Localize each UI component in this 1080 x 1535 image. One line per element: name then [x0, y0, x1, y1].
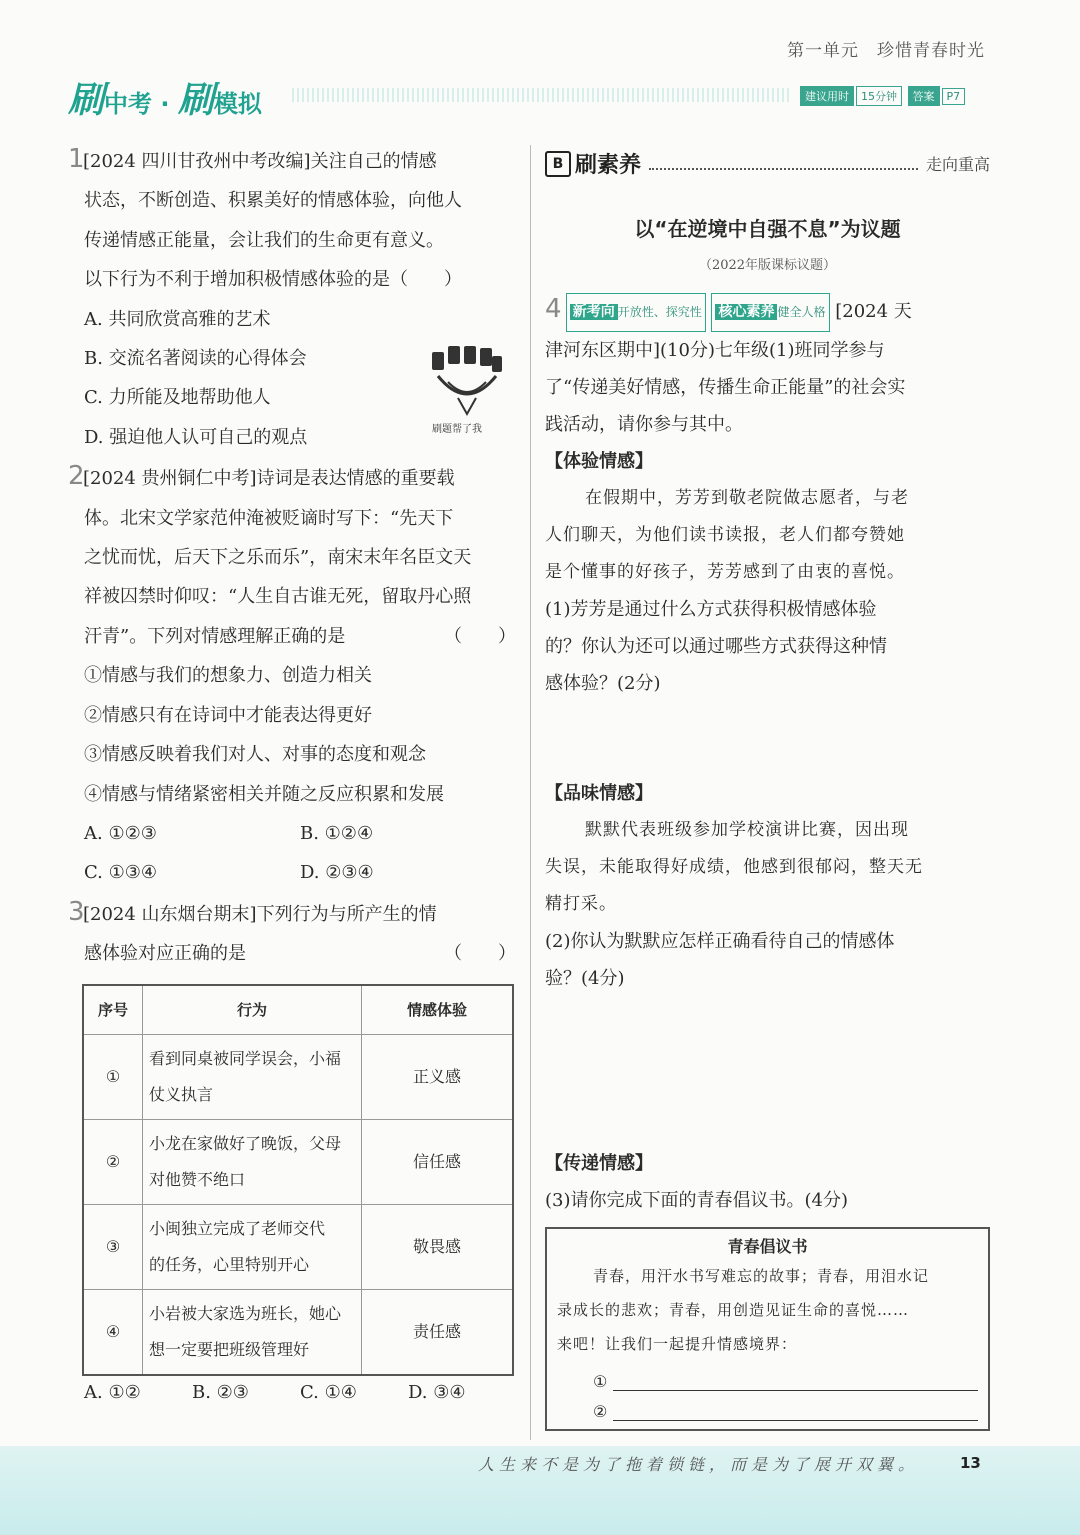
sub-question: (1)芳芳是通过什么方式获得积极情感体验 [545, 598, 877, 620]
story-line: 默默代表班级参加学校演讲比赛，因出现 [585, 819, 909, 840]
answer-paren: （ ） [444, 625, 516, 647]
statement: ③情感反映着我们对人、对事的态度和观念 [84, 744, 426, 766]
section-icon: B [545, 151, 571, 177]
col-header-feeling: 情感体验 [362, 985, 514, 1035]
question-text: 体。北宋文学家范仲淹被贬谪时写下：“先天下 [84, 507, 454, 529]
question-number: 2 [68, 461, 85, 492]
table-row [83, 1034, 513, 1119]
section-tagline: 走向重高 [925, 155, 990, 174]
proposal-title: 青春倡议书 [727, 1236, 808, 1256]
badge-text: 开放性、探究性 [617, 304, 702, 319]
row-no: ④ [83, 1289, 143, 1375]
logo-word-2: 模拟 [213, 90, 262, 118]
answer-space[interactable] [545, 702, 990, 775]
proposal-box [545, 1227, 990, 1431]
unit-title: 珍惜青春时光 [877, 41, 985, 61]
row-behavior [143, 1204, 362, 1289]
sub-question: 验？(4分) [545, 967, 625, 989]
question-number: 3 [68, 896, 85, 927]
option-a: A. ①② [84, 1381, 141, 1403]
table-row [83, 1204, 513, 1289]
question-4 [545, 291, 990, 1431]
question-3 [68, 893, 516, 1403]
option-d: D. 强迫他人认可自己的观点 [84, 426, 308, 448]
blank-marker: ① [593, 1371, 608, 1391]
story-line: 在假期中，芳芳到敬老院做志愿者，与老 [585, 487, 909, 508]
question-text: 汗青”。下列对情感理解正确的是 [84, 625, 346, 647]
brand-logo [68, 72, 262, 123]
part-1-title: 【体验情感】 [545, 450, 653, 472]
question-text: 践活动，请你参与其中。 [545, 413, 743, 435]
header-stripe [292, 88, 792, 102]
row-feeling: 正义感 [362, 1034, 514, 1119]
tag-suggested-time: 建议用时 [800, 86, 854, 106]
row-behavior [143, 1119, 362, 1204]
option-c: C. ①③④ [84, 862, 157, 884]
row-no: ② [83, 1119, 143, 1204]
unit-label: 第一单元 [787, 41, 859, 61]
story-line: 是个懂事的好孩子，芳芳感到了由衷的喜悦。 [545, 561, 905, 582]
tag-answer: 答案 [908, 86, 940, 106]
question-text: 状态，不断创造、积累美好的情感体验，向他人 [84, 190, 462, 212]
unit-heading [787, 36, 985, 61]
answer-space[interactable] [545, 997, 990, 1145]
sub-question: (2)你认为默默应怎样正确看待自己的情感体 [545, 930, 895, 952]
option-d: D. ③④ [408, 1381, 466, 1403]
question-text: [2024 贵州铜仁中考]诗词是表达情感的重要载 [83, 468, 455, 490]
part-2-title: 【品味情感】 [545, 782, 653, 804]
blank-underline[interactable] [613, 1402, 978, 1421]
proposal-line: 青春，用汗水书写难忘的故事；青春，用泪水记 [593, 1266, 930, 1285]
question-number: 1 [68, 144, 85, 174]
footer-motto: 人生来不是为了拖着锁链，而是为了展开双翼。 [478, 1455, 920, 1474]
seal-caption: 刷题帮了我 [432, 424, 482, 435]
question-text: 祥被囚禁时仰叹：“人生自古谁无死，留取丹心照 [84, 586, 472, 608]
question-text: 之忧而忧，后天下之乐而乐”，南宋末年名臣文天 [84, 547, 472, 569]
left-column [68, 140, 516, 1403]
option-d: D. ②③④ [300, 862, 374, 884]
question-number: 4 [545, 294, 562, 324]
option-a: A. ①②③ [84, 822, 157, 844]
badge-new-direction [566, 293, 706, 332]
option-c: C. ①④ [300, 1381, 357, 1403]
question-text: 传递情感正能量，会让我们的生命更有意义。 [84, 229, 444, 251]
time-tags [800, 86, 967, 106]
behavior-line: 看到同桌被同学误会，小福 [149, 1048, 342, 1068]
column-divider [530, 145, 531, 1440]
question-text: 感体验对应正确的是 [84, 943, 246, 965]
question-text: 津河东区期中](10分)七年级(1)班同学参与 [545, 339, 885, 361]
behavior-line: 想一定要把班级管理好 [149, 1339, 310, 1359]
behavior-line: 对他赞不绝口 [149, 1169, 246, 1189]
tag-minutes: 15分钟 [856, 86, 902, 106]
topic-title: 以“在逆境中自强不息”为议题 [634, 217, 901, 241]
logo-char-2: 刷 [177, 80, 214, 121]
option-b: B. 交流名著阅读的心得体会 [84, 348, 307, 370]
option-b: B. ②③ [192, 1381, 249, 1403]
question-text: 以下行为不利于增加积极情感体验的是（ ） [84, 269, 462, 291]
row-feeling: 敬畏感 [362, 1204, 514, 1289]
behavior-line: 小岩被大家选为班长，她心 [149, 1303, 342, 1323]
statement: ②情感只有在诗词中才能表达得更好 [84, 704, 372, 726]
table-header-row [83, 985, 513, 1035]
blank-2[interactable] [557, 1391, 978, 1421]
proposal-line: 录成长的悲欢；青春，用创造见证生命的喜悦…… [557, 1300, 910, 1319]
badge-core-literacy [711, 293, 829, 332]
col-header-no: 序号 [83, 985, 143, 1035]
sub-question: 的？你认为还可以通过哪些方式获得这种情 [545, 635, 887, 657]
behavior-table [82, 984, 514, 1376]
row-behavior [143, 1289, 362, 1375]
behavior-line: 小龙在家做好了晚饭，父母 [149, 1133, 342, 1153]
topic-subtitle: （2022年版课标议题） [698, 258, 837, 273]
option-a: A. 共同欣赏高雅的艺术 [84, 308, 271, 330]
col-header-behavior: 行为 [143, 985, 362, 1035]
row-no: ① [83, 1034, 143, 1119]
dotted-leader [649, 158, 918, 170]
row-feeling: 信任感 [362, 1119, 514, 1204]
sub-question: 感体验？(2分) [545, 672, 661, 694]
page-number: 13 [960, 1454, 981, 1472]
badge-main: 核心素养 [715, 304, 777, 320]
table-row [83, 1119, 513, 1204]
option-c: C. 力所能及地帮助他人 [84, 387, 271, 409]
question-text: [2024 四川甘孜州中考改编]关注自己的情感 [83, 151, 437, 172]
option-b: B. ①②④ [300, 822, 374, 844]
question-text: [2024 山东烟台期末]下列行为与所产生的情 [83, 903, 437, 925]
behavior-line: 仗义执言 [149, 1084, 214, 1104]
question-text: [2024 天 [835, 301, 912, 322]
story-line: 失误，未能取得好成绩，他感到很郁闷，整天无 [545, 856, 923, 877]
logo-word-1: 中考 [104, 90, 153, 118]
tag-answer-page: P7 [942, 88, 966, 105]
blank-1[interactable] [557, 1361, 978, 1391]
behavior-line: 的任务，心里特别开心 [149, 1254, 310, 1274]
row-no: ③ [83, 1204, 143, 1289]
section-title: 刷素养 [575, 153, 642, 178]
question-text: 了“传递美好情感，传播生命正能量”的社会实 [545, 376, 906, 398]
sub-question: (3)请你完成下面的青春倡议书。(4分) [545, 1189, 848, 1211]
part-3-title: 【传递情感】 [545, 1152, 653, 1174]
blank-underline[interactable] [613, 1372, 978, 1391]
blank-marker: ② [593, 1401, 608, 1421]
row-feeling: 责任感 [362, 1289, 514, 1375]
section-header [545, 148, 990, 179]
table-row [83, 1289, 513, 1375]
question-2 [68, 457, 516, 892]
logo-char-1: 刷 [68, 80, 105, 121]
proposal-line: 来吧！让我们一起提升情感境界： [557, 1334, 798, 1353]
badge-text: 健全人格 [777, 304, 826, 319]
answer-paren: （ ） [444, 943, 516, 965]
statement: ①情感与我们的想象力、创造力相关 [84, 665, 372, 687]
logo-dot: · [160, 90, 170, 118]
story-line: 精打采。 [545, 893, 617, 914]
right-column [545, 148, 990, 1431]
statement: ④情感与情绪紧密相关并随之反应积累和发展 [84, 783, 444, 805]
story-line: 人们聊天，为他们读书读报，老人们都夸赞她 [545, 524, 905, 545]
row-behavior [143, 1034, 362, 1119]
badge-main: 新考向 [570, 304, 618, 320]
behavior-line: 小闽独立完成了老师交代 [149, 1218, 326, 1238]
